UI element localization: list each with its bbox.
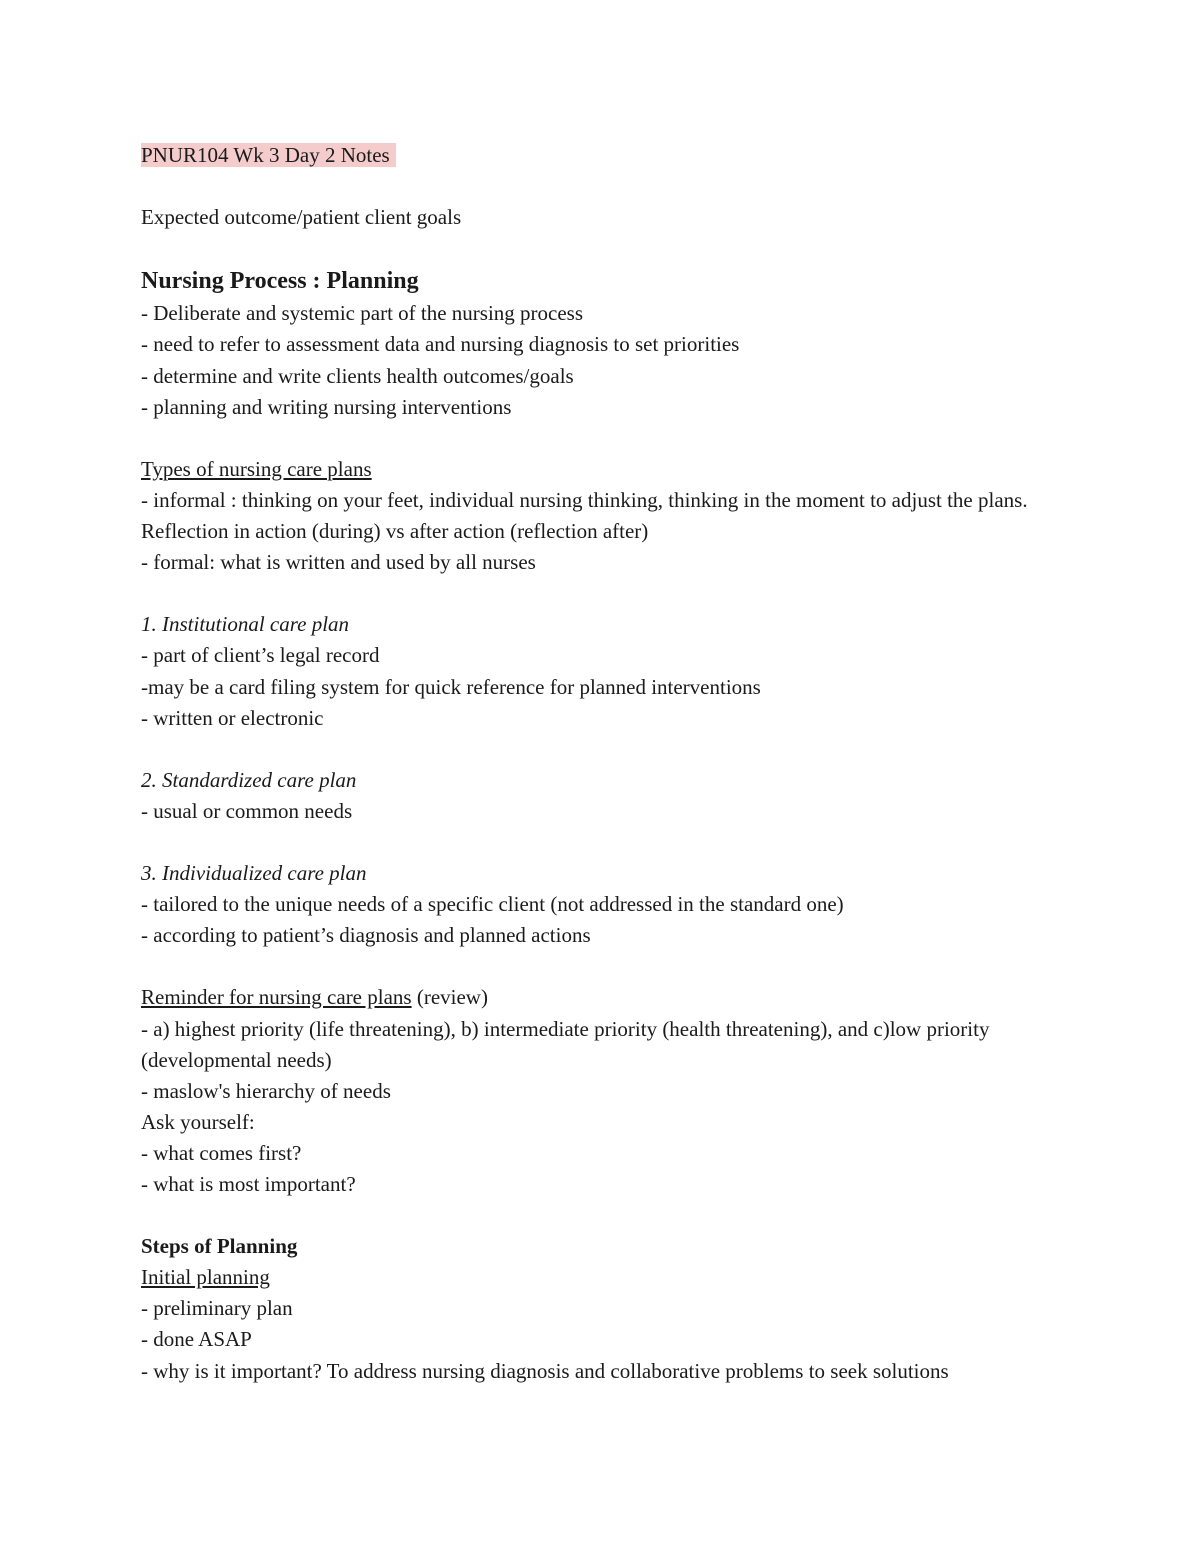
- reminder-heading: Reminder for nursing care plans: [141, 985, 412, 1010]
- institutional-heading: 1. Institutional care plan: [141, 612, 350, 637]
- list-item: - according to patient’s diagnosis and planned actions: [141, 923, 591, 948]
- individualized-heading: 3. Individualized care plan: [141, 861, 367, 886]
- planning-heading: Nursing Process : Planning: [141, 268, 419, 295]
- list-item: -may be a card filing system for quick reference for planned interventions: [141, 674, 761, 699]
- spacer: [141, 951, 1061, 982]
- spacer: [141, 578, 1061, 609]
- spacer: [141, 171, 1061, 202]
- list-item: - done ASAP: [141, 1327, 252, 1352]
- list-item: - preliminary plan: [141, 1296, 293, 1321]
- list-item: - usual or common needs: [141, 798, 353, 823]
- list-item: - part of client’s legal record: [141, 643, 380, 668]
- list-item: - Deliberate and systemic part of the nursing process: [141, 301, 584, 326]
- list-item: - tailored to the unique needs of a specific client (not addressed in the standard one): [141, 892, 844, 917]
- maslow-item: - maslow's hierarchy of needs: [141, 1078, 391, 1103]
- priority-item: - a) highest priority (life threatening), b) intermediate priority (health threatening), and c)low priority (developmental needs): [141, 1016, 990, 1072]
- standardized-heading: 2. Standardized care plan: [141, 767, 357, 792]
- informal-item: - informal : thinking on your feet, individual nursing thinking, thinking in the moment to adjust the plans. Reflection in action (during) vs after action (reflection after): [141, 487, 1028, 544]
- spacer: [141, 233, 1061, 264]
- steps-heading: Steps of Planning: [141, 1234, 298, 1259]
- steps-subheading: Initial planning: [141, 1265, 270, 1290]
- spacer: [141, 1200, 1061, 1231]
- spacer: [141, 827, 1061, 858]
- list-item: - written or electronic: [141, 705, 324, 730]
- document-title: PNUR104 Wk 3 Day 2 Notes: [141, 143, 396, 167]
- list-item: - why is it important? To address nursing diagnosis and collaborative problems to seek solutions: [141, 1358, 949, 1383]
- list-item: - what is most important?: [141, 1172, 356, 1196]
- reminder-heading-line: [141, 982, 1061, 1013]
- list-item: - need to refer to assessment data and nursing diagnosis to set priorities: [141, 332, 740, 357]
- list-item: - determine and write clients health outcomes/goals: [141, 363, 574, 388]
- list-item: - what comes first?: [141, 1140, 302, 1165]
- reminder-heading-suffix: (review): [411, 985, 488, 1010]
- spacer: [141, 734, 1061, 765]
- title-line: [141, 140, 1061, 171]
- formal-item: - formal: what is written and used by all nurses: [141, 550, 536, 575]
- document-page: [141, 140, 1061, 1387]
- types-heading: Types of nursing care plans: [141, 456, 372, 481]
- document-subtitle: Expected outcome/patient client goals: [141, 205, 462, 230]
- spacer: [141, 423, 1061, 454]
- ask-yourself: Ask yourself:: [141, 1109, 255, 1134]
- list-item: - planning and writing nursing interventions: [141, 394, 512, 419]
